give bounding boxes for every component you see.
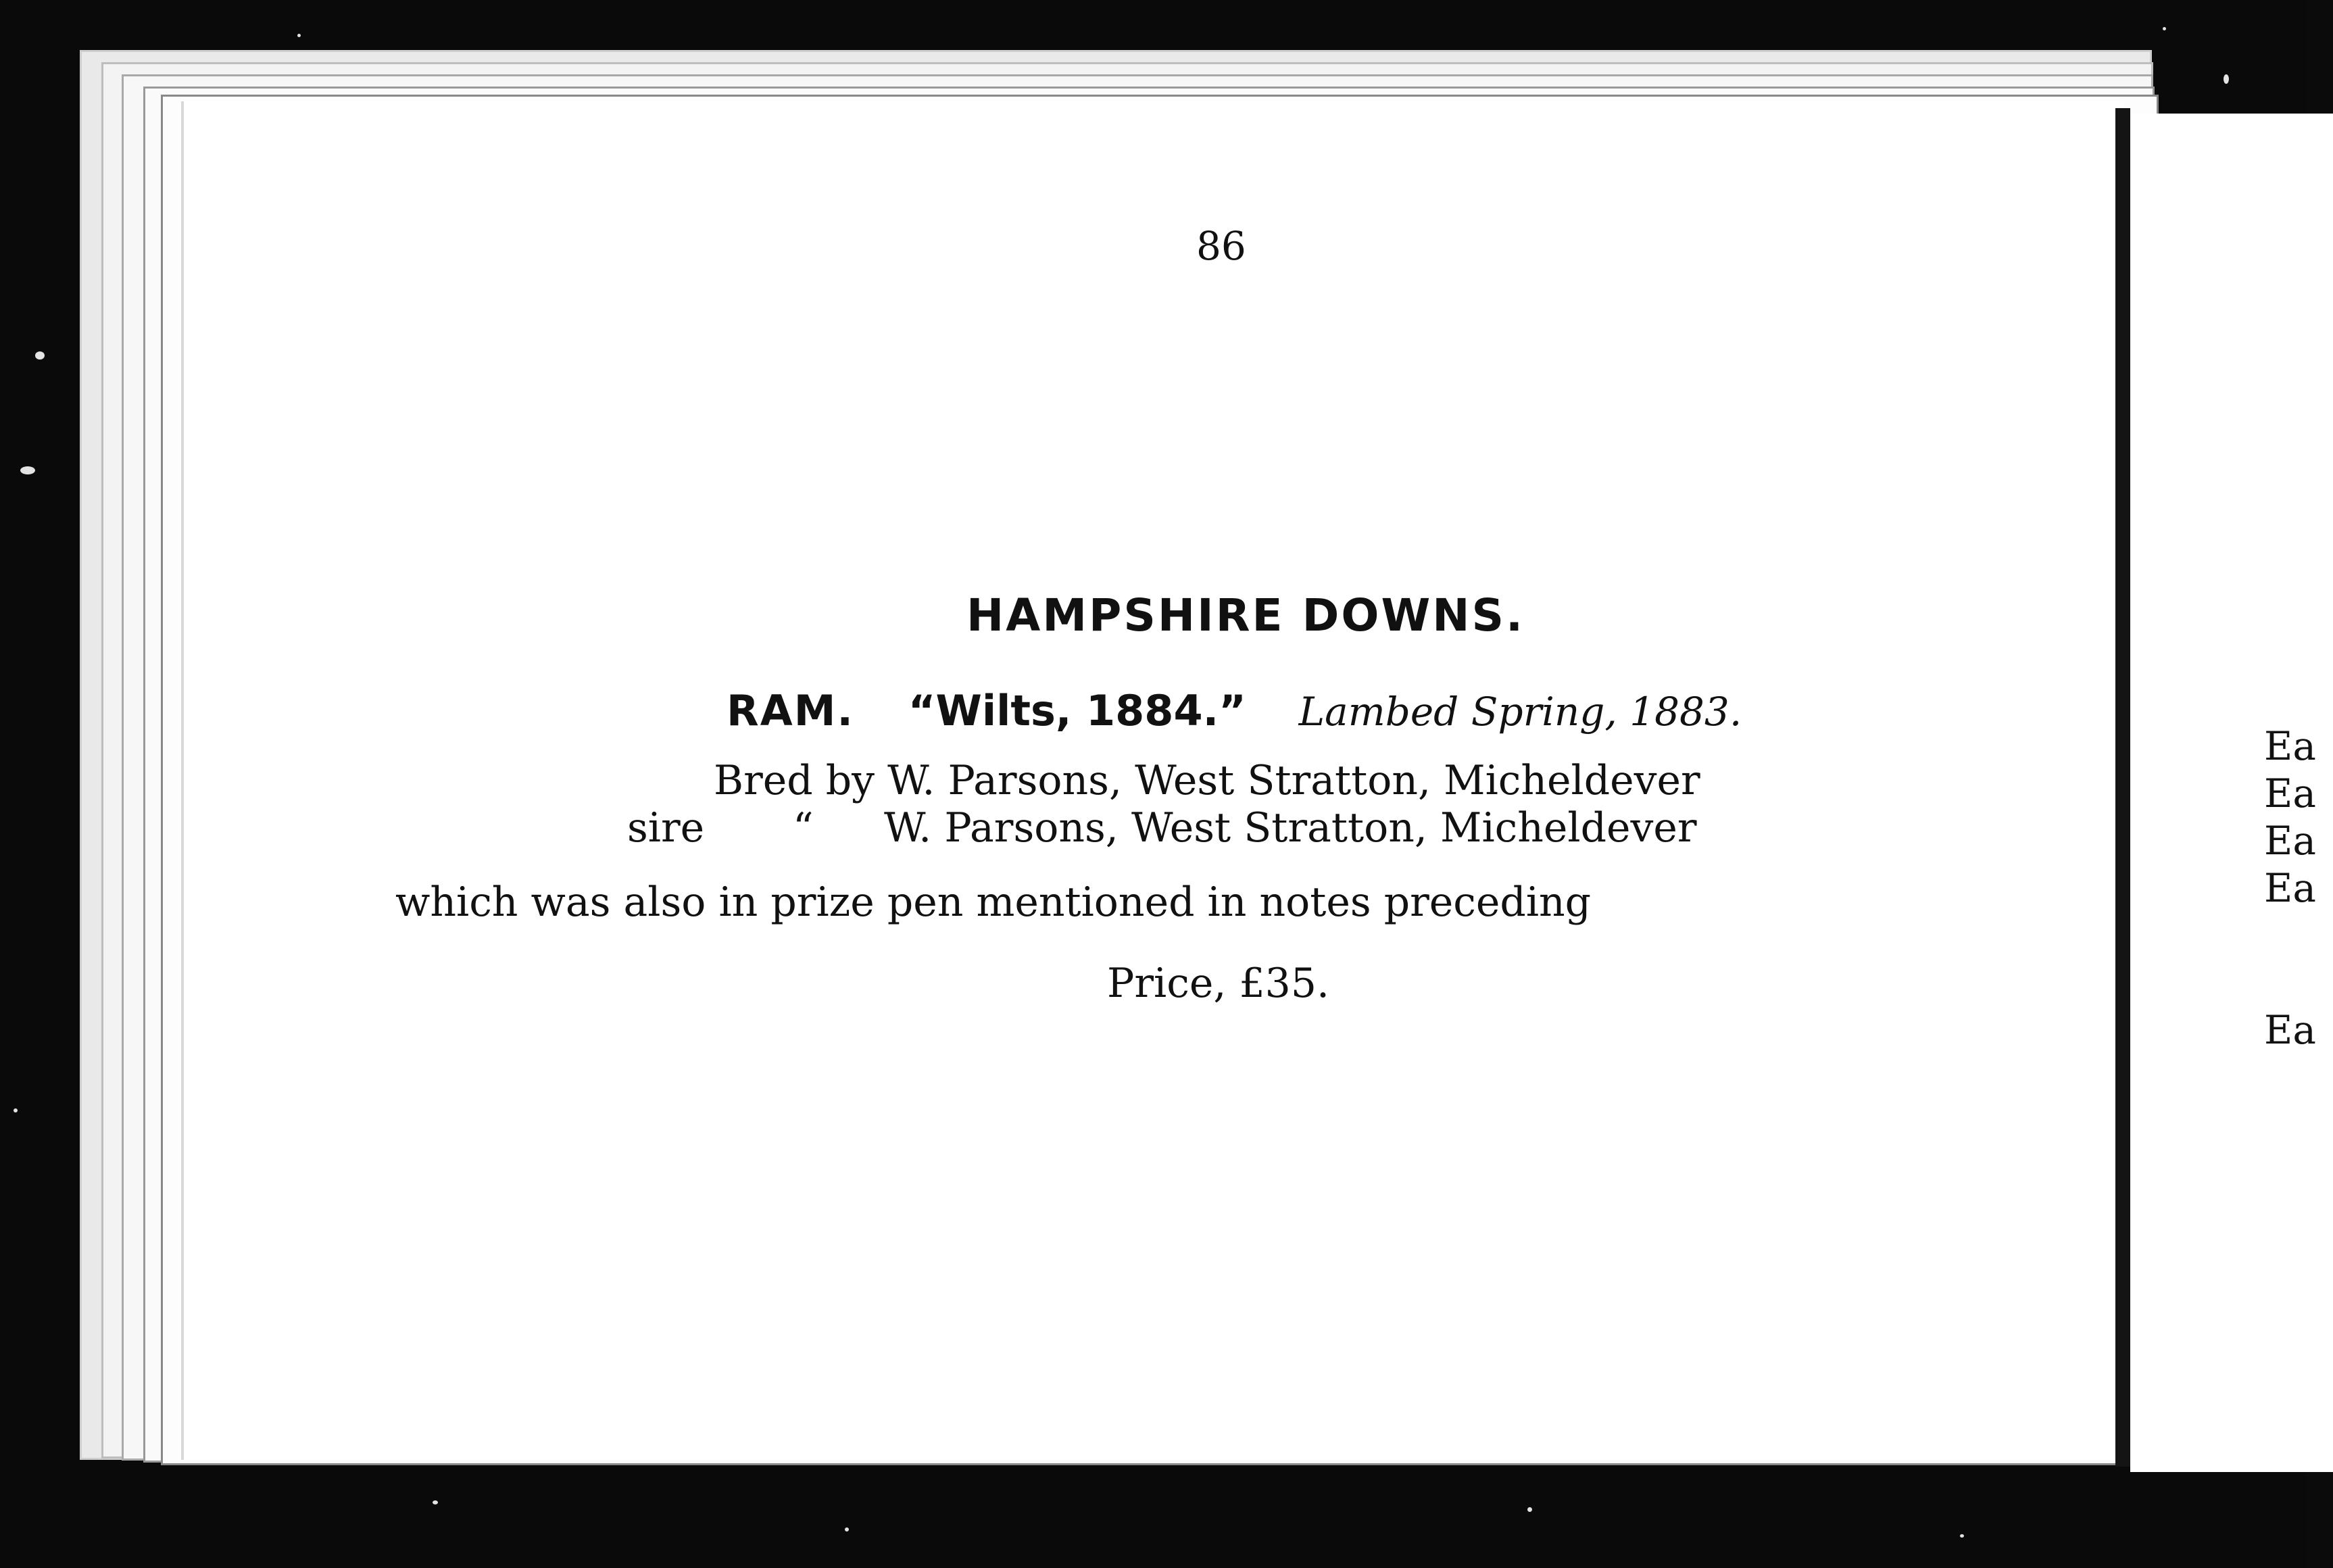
next-page-text-fragment: Ea — [2264, 1007, 2316, 1053]
next-page-text-fragment: Ea — [2264, 865, 2316, 911]
next-page-text-fragment: Ea — [2264, 818, 2316, 864]
sire-label: sire — [627, 804, 705, 852]
ditto-mark: “ — [793, 804, 814, 852]
entry-name: “Wilts, 1884.” — [908, 686, 1246, 735]
dust-speck — [2224, 74, 2229, 84]
next-page-text-fragment: Ea — [2264, 770, 2316, 816]
entry-lambed-date: Lambed Spring, 1883. — [1298, 689, 1742, 735]
dust-speck — [20, 466, 35, 474]
sire-breeder: W. Parsons, West Stratton, Micheldever — [884, 804, 1697, 852]
next-page-text-fragment: Ea — [2264, 723, 2316, 769]
dust-speck — [1960, 1534, 1964, 1538]
entry-type-label: RAM. — [727, 686, 854, 735]
entry-bred-by: Bred by W. Parsons, West Stratton, Micheldever — [714, 757, 1700, 804]
section-heading: HAMPSHIRE DOWNS. — [966, 589, 1525, 641]
dust-speck — [2163, 27, 2166, 30]
entry-note: which was also in prize pen mentioned in notes preceding — [395, 879, 1592, 926]
dust-speck — [433, 1500, 438, 1504]
book-gutter — [2115, 108, 2130, 1467]
dust-speck — [297, 34, 301, 37]
dust-speck — [1527, 1507, 1532, 1512]
dust-speck — [14, 1108, 18, 1112]
entry-title-line — [727, 686, 1742, 735]
entry-sire-line — [627, 804, 1709, 852]
page-number: 86 — [1196, 223, 1246, 269]
dust-speck — [35, 351, 45, 360]
dust-speck — [845, 1527, 849, 1532]
entry-price: Price, £35. — [1107, 960, 1330, 1007]
